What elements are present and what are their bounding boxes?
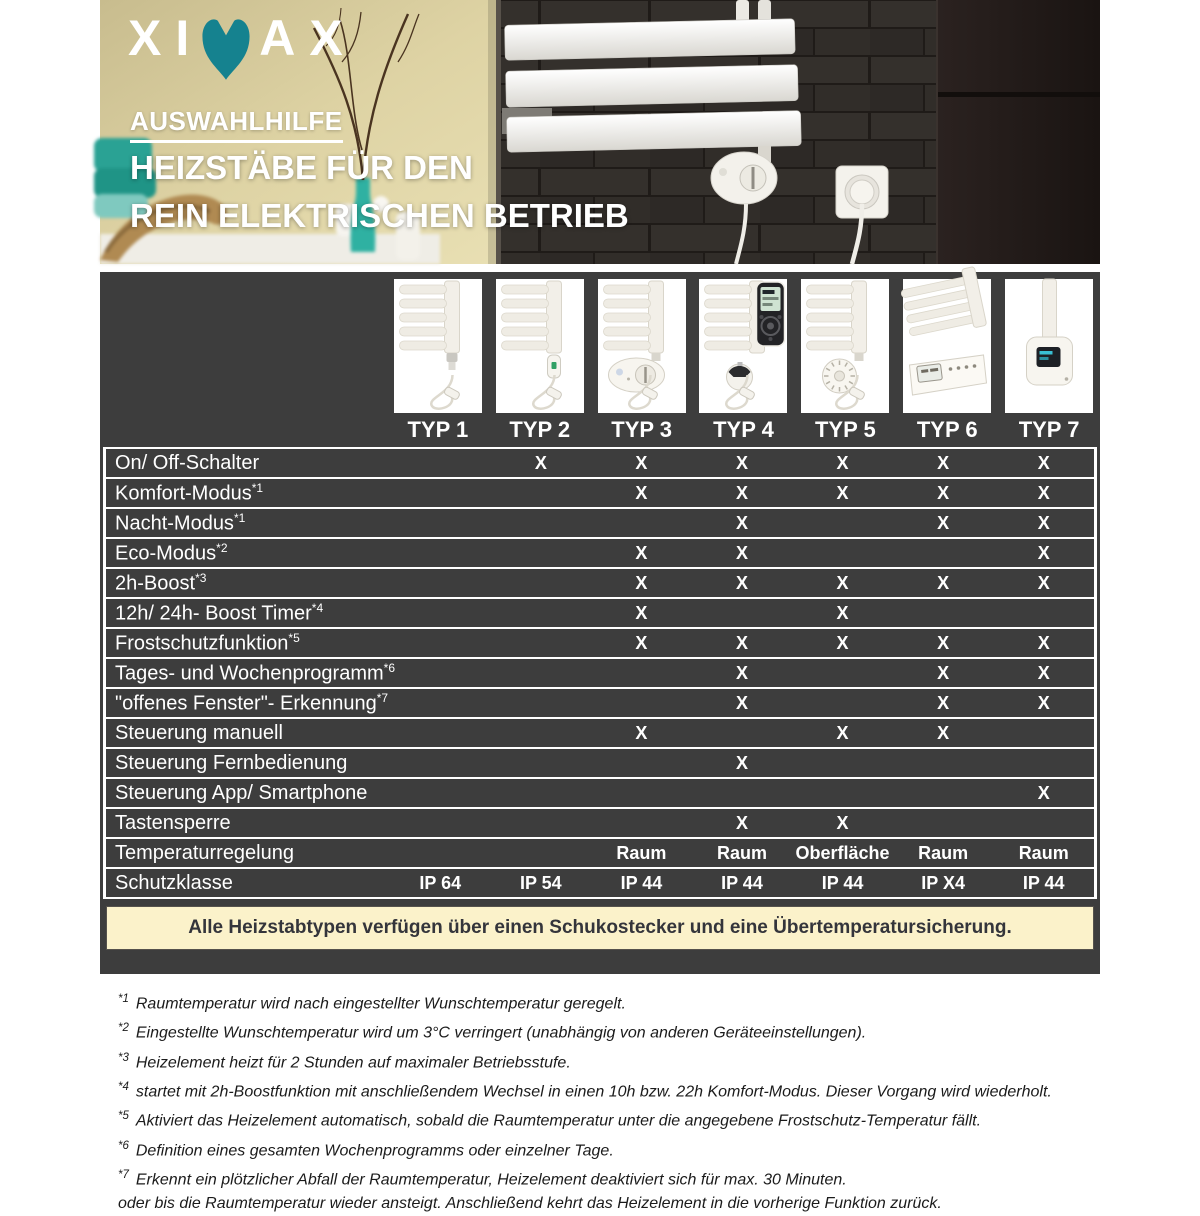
footnote	[118, 987, 1100, 1016]
feature-label-text: 12h/ 24h- Boost Timer	[115, 602, 312, 625]
hero-title-line2: REIN ELEKTRISCHEN BETRIEB	[130, 197, 629, 234]
feature-mark: X	[1037, 632, 1050, 653]
feature-label-footnote-ref: *3	[195, 570, 207, 585]
feature-value: IP 44	[620, 872, 663, 893]
feature-value: IP 44	[1022, 872, 1065, 893]
heating-element-dial-control-icon	[598, 279, 686, 413]
feature-mark: X	[937, 482, 950, 503]
feature-row	[106, 447, 1094, 477]
feature-label	[106, 631, 390, 656]
feature-mark: X	[735, 752, 748, 773]
feature-label-footnote-ref: *5	[288, 630, 300, 645]
footnote	[118, 1046, 1100, 1075]
feature-label-text: "offenes Fenster"- Erkennung	[115, 692, 377, 715]
feature-mark: X	[1037, 662, 1050, 683]
footnote-ref: *3	[118, 1051, 129, 1064]
feature-mark: X	[836, 722, 849, 743]
logo-text-left: XI	[128, 10, 204, 66]
feature-value: Raum	[918, 842, 969, 863]
type-label: TYP 6	[916, 417, 978, 442]
feature-row	[106, 807, 1094, 837]
product-image-typ-4	[699, 279, 787, 413]
ximax-m-mark-icon	[197, 10, 255, 86]
feature-mark: X	[937, 452, 950, 473]
feature-mark: X	[937, 572, 950, 593]
feature-row	[106, 717, 1094, 747]
feature-label	[106, 511, 390, 536]
heating-element-thermostat-icon	[801, 279, 889, 413]
footnote-text: Eingestellte Wunschtemperatur wird um 3°C verringert (unabhängig von anderen Geräteeinstellungen).	[135, 1024, 867, 1042]
feature-mark: X	[836, 812, 849, 833]
feature-mark: X	[735, 692, 748, 713]
feature-row	[106, 657, 1094, 687]
footnote-text: Aktiviert das Heizelement automatisch, sobald die Raumtemperatur unter die angegebene Frostschutz-Temperatur fällt.	[135, 1112, 982, 1130]
feature-label	[106, 481, 390, 506]
feature-label	[106, 452, 390, 475]
feature-label	[106, 752, 390, 775]
feature-label-text: Schutzklasse	[115, 871, 233, 894]
footnotes	[100, 987, 1100, 1216]
type-column-4	[693, 279, 795, 443]
comparison-table-panel	[100, 272, 1100, 974]
feature-mark: X	[635, 602, 648, 623]
type-label: TYP 4	[713, 417, 774, 442]
feature-mark: X	[1037, 482, 1050, 503]
feature-mark: X	[937, 512, 950, 533]
ximax-logo	[128, 10, 357, 86]
type-column-6	[896, 279, 998, 443]
footnote-text: startet mit 2h-Boostfunktion mit anschließendem Wechsel in einen 10h bzw. 22h Komfort-Modus. Dieser Vorgang wird wiederholt.	[135, 1083, 1052, 1101]
type-column-1	[387, 279, 489, 443]
feature-label-text: Komfort-Modus	[115, 482, 252, 505]
feature-row	[106, 747, 1094, 777]
footnote-ref: *4	[118, 1080, 129, 1093]
feature-label-text: Nacht-Modus	[115, 512, 234, 535]
hero-banner	[100, 0, 1100, 264]
type-header-spacer	[100, 279, 387, 443]
feature-label-text: Tages- und Wochenprogramm	[115, 662, 384, 685]
feature-mark: X	[1037, 782, 1050, 803]
feature-value: Raum	[716, 842, 767, 863]
feature-row	[106, 507, 1094, 537]
feature-value: IP X4	[921, 872, 965, 893]
type-header-row	[100, 279, 1100, 443]
feature-label-text: 2h-Boost	[115, 572, 196, 595]
feature-mark: X	[937, 662, 950, 683]
footnote	[118, 1134, 1100, 1163]
footnote-ref: *6	[118, 1139, 129, 1152]
heating-element-basic-icon	[394, 279, 482, 413]
footnote	[118, 1163, 1100, 1192]
product-image-typ-6	[903, 279, 991, 413]
feature-row	[106, 837, 1094, 867]
footnote-continuation: oder bis die Raumtemperatur wieder ansteigt. Anschließend kehrt das Heizelement in die vorherige Funktion zurück.	[118, 1195, 942, 1213]
heating-element-switch-icon	[496, 279, 584, 413]
feature-label	[106, 541, 390, 566]
feature-mark: X	[735, 662, 748, 683]
type-column-3	[591, 279, 693, 443]
feature-mark: X	[836, 632, 849, 653]
type-label: TYP 7	[1018, 417, 1080, 442]
feature-mark: X	[836, 572, 849, 593]
feature-mark: X	[836, 452, 849, 473]
feature-rows	[103, 447, 1097, 899]
feature-label	[106, 812, 390, 835]
footnote-text: Raumtemperatur wird nach eingestellter Wunschtemperatur geregelt.	[135, 995, 626, 1013]
feature-label	[106, 872, 390, 895]
feature-label-footnote-ref: *4	[311, 600, 324, 615]
radiator-integrated-panel-icon	[903, 279, 991, 413]
hero-kicker: AUSWAHLHILFE	[130, 106, 343, 143]
feature-label-text: On/ Off-Schalter	[115, 451, 260, 474]
feature-row	[106, 597, 1094, 627]
feature-value: IP 64	[419, 872, 462, 893]
feature-row	[106, 867, 1094, 897]
feature-row	[106, 687, 1094, 717]
footnote-ref: *1	[118, 993, 129, 1005]
feature-mark: X	[635, 452, 648, 473]
footnote-ref: *7	[118, 1168, 129, 1181]
feature-label	[106, 842, 390, 865]
feature-label	[106, 601, 390, 626]
feature-mark: X	[836, 602, 849, 623]
feature-mark: X	[937, 722, 950, 743]
feature-label-footnote-ref: *1	[233, 510, 246, 525]
feature-label	[106, 571, 390, 596]
feature-mark: X	[937, 692, 950, 713]
type-label: TYP 1	[407, 417, 469, 442]
footnote	[118, 1016, 1100, 1045]
logo-text-right: AX	[259, 10, 357, 66]
footnote-text: Heizelement heizt für 2 Stunden auf maximaler Betriebsstufe.	[135, 1053, 571, 1071]
footnote-ref: *5	[118, 1110, 129, 1123]
product-image-typ-5	[801, 279, 889, 413]
feature-label-footnote-ref: *1	[251, 480, 264, 495]
feature-mark: X	[937, 632, 950, 653]
feature-row	[106, 477, 1094, 507]
type-label: TYP 2	[509, 417, 571, 442]
hero-title	[130, 144, 629, 240]
feature-mark: X	[735, 512, 748, 533]
feature-label	[106, 691, 390, 716]
feature-label-footnote-ref: *7	[376, 690, 389, 705]
feature-mark: X	[735, 812, 748, 833]
feature-label-text: Steuerung Fernbedienung	[115, 751, 348, 774]
feature-mark: X	[1037, 452, 1050, 473]
heating-element-remote-control-icon	[699, 279, 787, 413]
feature-mark: X	[1037, 572, 1050, 593]
feature-label-text: Tastensperre	[115, 811, 231, 834]
feature-row	[106, 777, 1094, 807]
feature-value: Raum	[1018, 842, 1069, 863]
type-column-2	[489, 279, 591, 443]
heating-element-smart-box-icon	[1005, 279, 1093, 413]
feature-row	[106, 537, 1094, 567]
feature-label-text: Temperaturregelung	[115, 841, 294, 864]
type-label: TYP 3	[611, 417, 672, 442]
feature-label	[106, 782, 390, 805]
feature-value: IP 54	[519, 872, 562, 893]
product-image-typ-2	[496, 279, 584, 413]
info-banner-text: Alle Heizstabtypen verfügen über einen Schukostecker und eine Übertemperatursicherung.	[188, 917, 1012, 938]
footnote-text: Erkennt ein plötzlicher Abfall der Raumtemperatur, Heizelement deaktiviert sich für max. 30 Minuten.	[135, 1171, 847, 1189]
feature-mark: X	[1037, 692, 1050, 713]
feature-mark: X	[735, 452, 748, 473]
hero-title-line1: HEIZSTÄBE FÜR DEN	[130, 149, 473, 186]
feature-mark: X	[836, 482, 849, 503]
feature-row	[106, 567, 1094, 597]
feature-mark: X	[735, 572, 748, 593]
feature-mark: X	[735, 542, 748, 563]
feature-mark: X	[635, 482, 648, 503]
info-banner	[106, 906, 1094, 950]
feature-mark: X	[735, 632, 748, 653]
feature-label	[106, 660, 395, 686]
type-column-7	[998, 279, 1100, 443]
feature-value: IP 44	[821, 872, 864, 893]
footnote	[118, 1104, 1100, 1133]
feature-label	[106, 722, 390, 745]
feature-row	[106, 627, 1094, 657]
feature-mark: X	[1037, 512, 1050, 533]
footnote-ref: *2	[118, 1022, 129, 1035]
type-column-5	[794, 279, 896, 443]
footnote-text: Definition eines gesamten Wochenprogramms oder einzelner Tage.	[135, 1141, 614, 1159]
feature-mark: X	[635, 542, 648, 563]
feature-mark: X	[735, 482, 748, 503]
type-label: TYP 5	[814, 417, 876, 442]
feature-label-footnote-ref: *2	[216, 540, 228, 555]
feature-value: IP 44	[721, 872, 763, 893]
feature-value: Oberfläche	[795, 842, 890, 863]
feature-mark: X	[635, 632, 648, 653]
product-image-typ-1	[394, 279, 482, 413]
feature-value: Raum	[616, 842, 667, 863]
product-image-typ-7	[1005, 279, 1093, 413]
feature-label-text: Eco-Modus	[115, 542, 217, 565]
feature-label-footnote-ref: *6	[383, 660, 395, 675]
product-image-typ-3	[598, 279, 686, 413]
feature-label-text: Steuerung App/ Smartphone	[115, 781, 368, 804]
footnote	[118, 1075, 1100, 1104]
feature-mark: X	[635, 722, 648, 743]
feature-mark: X	[1037, 542, 1050, 563]
feature-mark: X	[534, 452, 547, 473]
feature-label-text: Frostschutzfunktion	[115, 632, 289, 655]
feature-mark: X	[635, 572, 648, 593]
feature-label-text: Steuerung manuell	[115, 721, 283, 744]
